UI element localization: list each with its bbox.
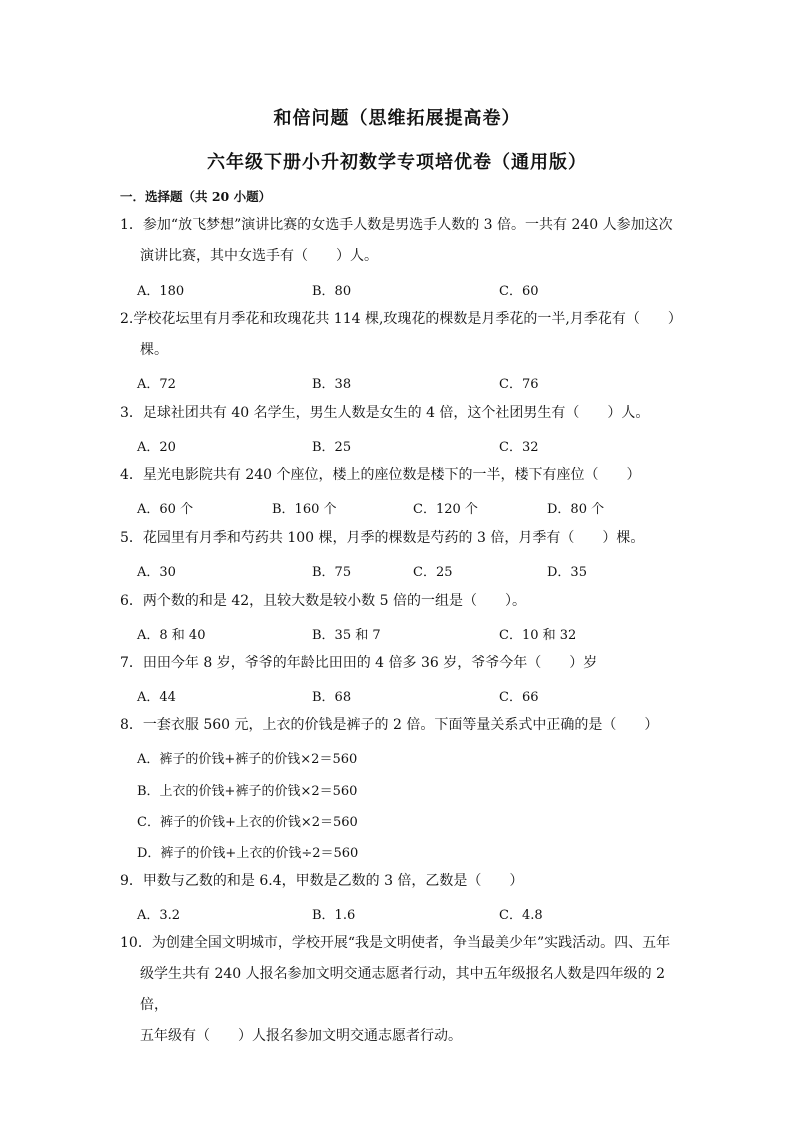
document-title: 和倍问题（思维拓展提高卷）	[273, 108, 521, 129]
option-c: C．4.8	[499, 908, 543, 923]
option-a: A．裤子的价钱+裤子的价钱×2＝560	[137, 752, 358, 767]
option-a: A．60 个	[137, 502, 194, 517]
question-10	[120, 928, 680, 1052]
option-b: B．80	[312, 284, 352, 299]
question-text: 4．星光电影院共有 240 个座位，楼上的座位数是楼下的一半，楼下有座位（ ）	[120, 467, 641, 483]
question-text: 1．参加“放飞梦想”演讲比赛的女选手人数是男选手人数的 3 倍。一共有 240 人参加这次	[120, 217, 673, 233]
document-subtitle: 六年级下册小升初数学专项培优卷（通用版）	[207, 152, 587, 173]
option-b: B．75	[312, 565, 352, 580]
option-a: A．72	[137, 377, 176, 392]
option-d: D．裤子的价钱+上衣的价钱÷2＝560	[137, 846, 359, 861]
option-a: A．44	[137, 690, 176, 705]
question-text: 2.学校花坛里有月季花和玫瑰花共 114 棵,玫瑰花的棵数是月季花的一半,月季花有（ ）	[120, 311, 682, 327]
options-3	[137, 436, 697, 456]
question-text: 6．两个数的和是 42，且较大数是较小数 5 倍的一组是（ ）。	[120, 593, 526, 609]
option-b: B．上衣的价钱+裤子的价钱×2＝560	[137, 784, 358, 799]
options-6	[137, 624, 697, 644]
question-2	[120, 304, 680, 366]
option-b: B．38	[312, 377, 352, 392]
question-text: 10．为创建全国文明城市，学校开展“我是文明使者，争当最美少年”实践活动。四、五年	[120, 935, 671, 951]
question-text-cont: 五年级有（ ）人报名参加文明交通志愿者行动。	[140, 1028, 462, 1044]
option-c: C．裤子的价钱+上衣的价钱×2＝560	[137, 815, 358, 830]
option-c: C．10 和 32	[499, 628, 577, 643]
option-d: D．80 个	[547, 502, 605, 517]
question-text: 3．足球社团共有 40 名学生，男生人数是女生的 4 倍，这个社团男生有（ ）人。	[120, 405, 650, 421]
question-3	[120, 398, 680, 429]
section-heading: 一．选择题（共 20 小题）	[120, 189, 272, 204]
question-text-cont: 级学生共有 240 人报名参加文明交通志愿者行动，其中五年级报名人数是四年级的 2 倍，	[140, 966, 665, 1013]
question-7	[120, 648, 680, 679]
question-9	[120, 866, 680, 897]
question-5	[120, 523, 680, 554]
options-9	[137, 904, 697, 924]
question-6	[120, 586, 680, 617]
option-a: A．20	[137, 440, 176, 455]
question-text-cont: 棵。	[140, 342, 168, 358]
option-a: A．8 和 40	[137, 628, 206, 643]
question-text: 5．花园里有月季和芍药共 100 棵，月季的棵数是芍药的 3 倍，月季有（ ）棵。	[120, 530, 645, 546]
options-5	[137, 561, 697, 581]
option-c: C．60	[499, 284, 539, 299]
option-b: B．160 个	[272, 502, 337, 517]
option-a: A．180	[137, 284, 185, 299]
option-c: C．76	[499, 377, 539, 392]
question-4	[120, 460, 680, 491]
question-1	[120, 210, 680, 272]
option-a: A．3.2	[137, 908, 181, 923]
option-c: C．32	[499, 440, 539, 455]
question-text: 8．一套衣服 560 元，上衣的价钱是裤子的 2 倍。下面等量关系式中正确的是（ ）	[120, 717, 659, 733]
option-a: A．30	[137, 565, 176, 580]
option-c: C．66	[499, 690, 539, 705]
question-text: 7．田田今年 8 岁，爷爷的年龄比田田的 4 倍多 36 岁，爷爷今年（ ）岁	[120, 655, 598, 671]
option-c: C．25	[413, 565, 453, 580]
option-c: C．120 个	[413, 502, 478, 517]
option-d: D．35	[547, 565, 587, 580]
option-b: B．68	[312, 690, 352, 705]
options-4	[137, 498, 697, 518]
option-b: B．25	[312, 440, 352, 455]
option-b: B．35 和 7	[312, 628, 381, 643]
question-text: 9．甲数与乙数的和是 6.4，甲数是乙数的 3 倍，乙数是（ ）	[120, 873, 524, 889]
options-2	[137, 373, 697, 393]
option-b: B．1.6	[312, 908, 356, 923]
options-7	[137, 686, 697, 706]
question-text-cont: 演讲比赛，其中女选手有（ ）人。	[140, 248, 378, 264]
question-8	[120, 710, 680, 741]
options-1	[137, 280, 697, 300]
